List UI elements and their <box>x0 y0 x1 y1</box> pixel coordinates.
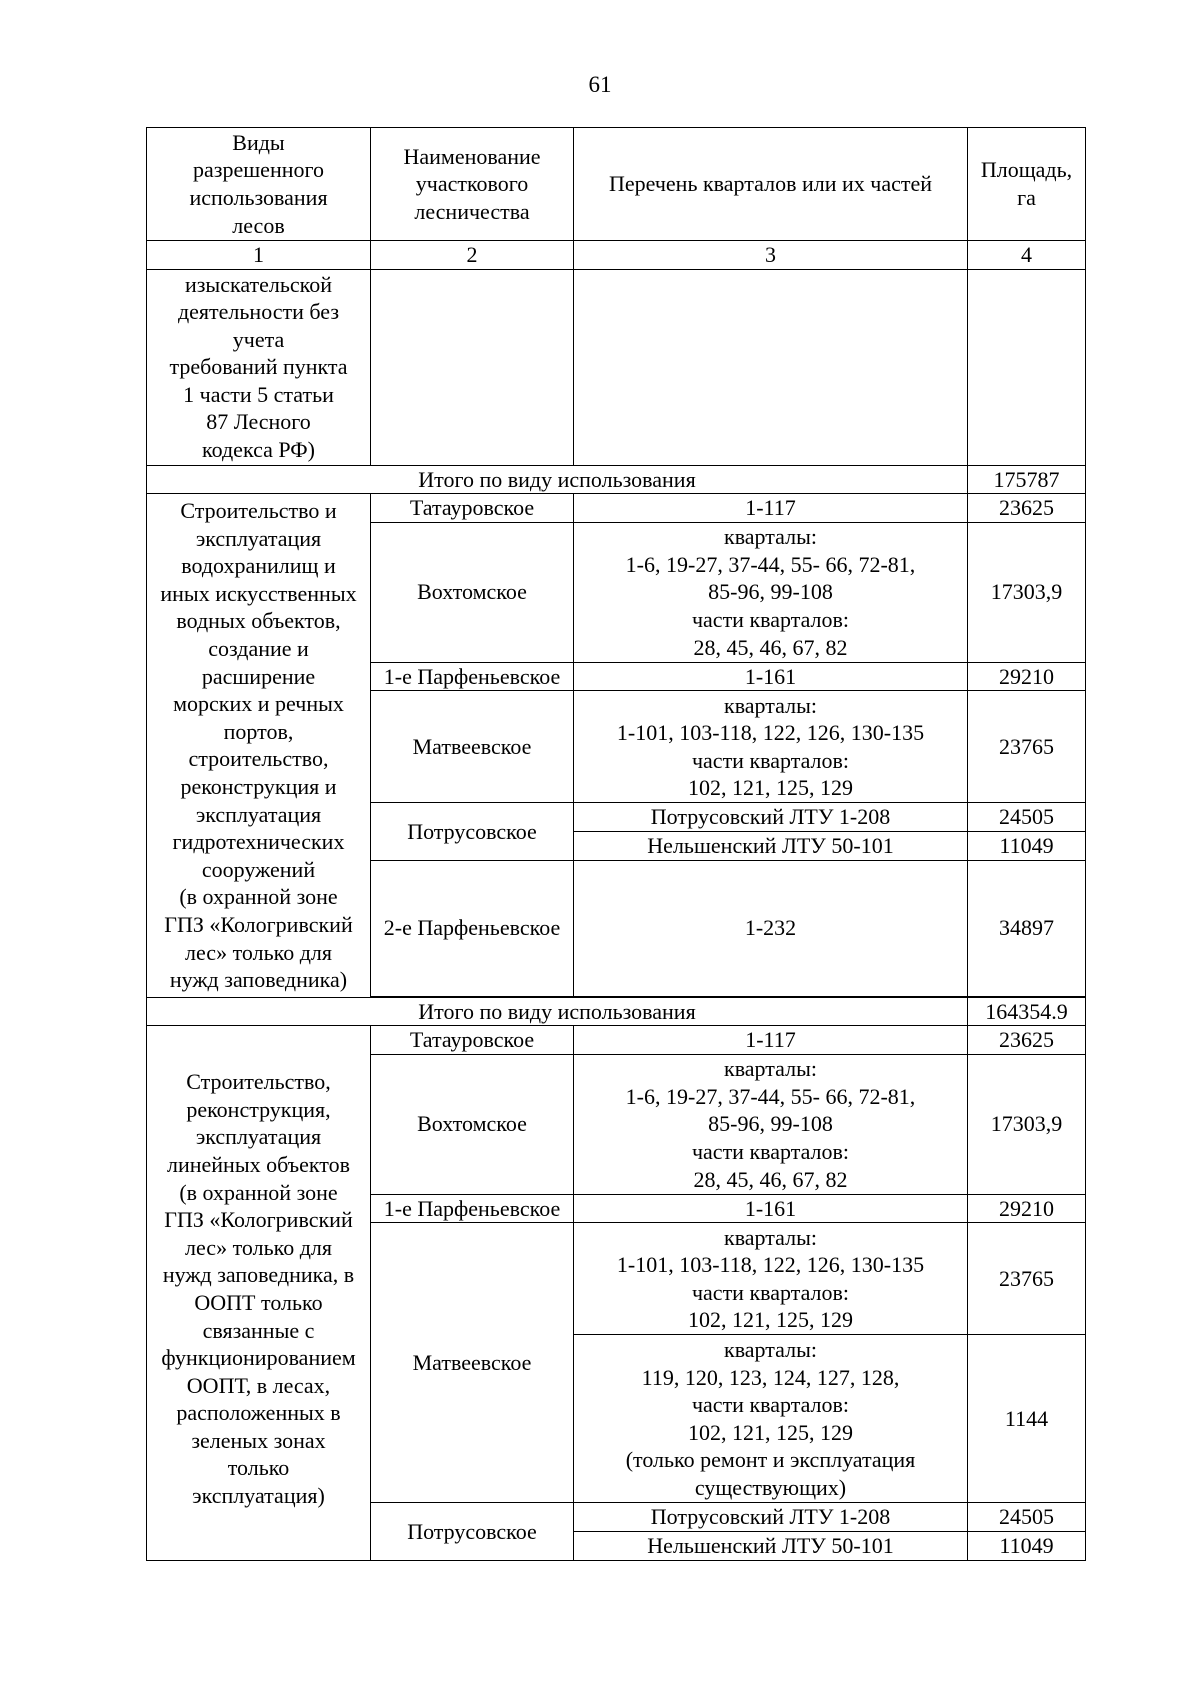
forest-use-table <box>146 127 1086 1561</box>
area-cell: 29210 <box>968 1194 1086 1223</box>
use-line: создание и <box>208 636 309 661</box>
area-cell: 11049 <box>968 831 1086 860</box>
area-cell: 34897 <box>968 860 1086 996</box>
spacer-cell <box>968 1560 1086 1561</box>
use-line: нужд заповедника, в <box>162 1262 355 1288</box>
area-cell: 23765 <box>968 691 1086 803</box>
area-cell: 1144 <box>968 1335 1086 1503</box>
forestry-cell: 2-е Парфеньевское <box>371 860 574 996</box>
quarters-cell: 1-161 <box>574 1194 968 1223</box>
use-line: эксплуатация <box>195 1124 322 1150</box>
spacer-cell <box>371 1560 574 1561</box>
use-line: водных объектов, <box>176 608 341 634</box>
header-row <box>147 128 1086 241</box>
use-line: нужд заповедника) <box>169 967 348 993</box>
use-line: водохранилищ и <box>181 553 336 579</box>
use-line: только <box>227 1455 290 1481</box>
total-row <box>147 465 1086 494</box>
column-numbering-row <box>147 241 1086 270</box>
use-line: иных искусственных <box>160 580 357 606</box>
use-line: реконструкция и <box>180 773 337 799</box>
use-line: ГПЗ «Кологривский <box>164 1207 353 1233</box>
total-row <box>147 997 1086 1026</box>
use-line: эксплуатация) <box>192 1483 325 1509</box>
forestry-cell: Вохтомское <box>371 522 574 662</box>
use-type-cell: изыскательской деятельности без учета требований пункта 1 части 5 статьи 87 Лесного кодекса РФ) <box>147 269 371 465</box>
quarters-cell: Потрусовский ЛТУ 1-208 <box>574 803 968 832</box>
column-number-2: 2 <box>371 241 574 270</box>
header-forestry-name: Наименование участкового лесничества <box>371 128 574 241</box>
total-value: 175787 <box>968 465 1086 494</box>
use-line: связанные с <box>202 1317 315 1343</box>
use-line: расположенных в <box>176 1400 341 1426</box>
area-cell: 29210 <box>968 662 1086 691</box>
quarters-cell: 1-117 <box>574 494 968 523</box>
forestry-cell: Матвеевское <box>371 1223 574 1503</box>
area-cell <box>968 269 1086 465</box>
use-line: расширение <box>201 663 316 689</box>
use-line: (в охранной зоне <box>179 884 338 910</box>
area-cell: 17303,9 <box>968 1054 1086 1194</box>
quarters-cell: 1-161 <box>574 662 968 691</box>
use-line: ООПТ, в лесах, <box>186 1372 331 1398</box>
quarters-cell <box>574 269 968 465</box>
forestry-cell <box>371 269 574 465</box>
total-label: Итого по виду использования <box>147 465 968 494</box>
area-cell: 24505 <box>968 1503 1086 1532</box>
forestry-cell: Потрусовское <box>371 1503 574 1560</box>
column-number-3: 3 <box>574 241 968 270</box>
table-row <box>147 269 1086 465</box>
area-cell: 17303,9 <box>968 522 1086 662</box>
column-number-1: 1 <box>147 241 371 270</box>
quarters-cell: Нельшенский ЛТУ 50-101 <box>574 831 968 860</box>
quarters-cell: кварталы: 1-101, 103-118, 122, 126, 130-135 части кварталов: 102, 121, 125, 129 <box>574 1223 968 1335</box>
forestry-cell: Татауровское <box>371 1026 574 1055</box>
total-label: Итого по виду использования <box>147 997 968 1026</box>
use-line: функционированием <box>161 1345 356 1371</box>
column-number-4: 4 <box>968 241 1086 270</box>
forestry-cell: 1-е Парфеньевское <box>371 1194 574 1223</box>
forestry-cell: 1-е Парфеньевское <box>371 662 574 691</box>
header-use-type: Виды разрешенного использования лесов <box>147 128 371 241</box>
area-cell: 23625 <box>968 1026 1086 1055</box>
quarters-cell: кварталы: 1-6, 19-27, 37-44, 55- 66, 72-81, 85-96, 99-108 части кварталов: 28, 45, 46, 67, 82 <box>574 1054 968 1194</box>
use-line: реконструкция, <box>186 1096 331 1122</box>
table-row <box>147 1026 1086 1055</box>
use-line: Строительство и <box>180 498 337 524</box>
table-row <box>147 494 1086 523</box>
use-line: ГПЗ «Кологривский <box>164 911 353 937</box>
use-line: эксплуатация <box>195 801 322 827</box>
area-cell: 11049 <box>968 1531 1086 1560</box>
use-line: лес» только для <box>185 1234 332 1260</box>
use-type-cell <box>147 1026 371 1561</box>
page-number: 61 <box>588 72 612 97</box>
use-line: (в охранной зоне <box>179 1179 338 1205</box>
forestry-cell: Потрусовское <box>371 803 574 860</box>
spacer-cell <box>574 1560 968 1561</box>
use-type-cell <box>147 494 371 997</box>
quarters-cell: 1-232 <box>574 860 968 996</box>
use-line: строительство, <box>188 746 329 772</box>
area-cell: 23625 <box>968 494 1086 523</box>
quarters-cell: 1-117 <box>574 1026 968 1055</box>
use-line: Строительство, <box>186 1069 331 1095</box>
header-quarters: Перечень кварталов или их частей <box>574 128 968 241</box>
area-cell: 24505 <box>968 803 1086 832</box>
use-line: портов, <box>223 718 294 744</box>
use-line: ООПТ только <box>194 1289 323 1315</box>
use-line: линейных объектов <box>166 1151 350 1177</box>
use-line: зеленых зонах <box>191 1427 326 1453</box>
quarters-cell: Нельшенский ЛТУ 50-101 <box>574 1531 968 1560</box>
use-line: эксплуатация <box>195 525 322 551</box>
area-cell: 23765 <box>968 1223 1086 1335</box>
use-line: лес» только для <box>185 939 332 965</box>
forestry-cell: Татауровское <box>371 494 574 523</box>
use-line: морских и речных <box>173 691 344 717</box>
quarters-cell: Потрусовский ЛТУ 1-208 <box>574 1503 968 1532</box>
quarters-cell: кварталы: 1-6, 19-27, 37-44, 55- 66, 72-81, 85-96, 99-108 части кварталов: 28, 45, 46, 67, 82 <box>574 522 968 662</box>
use-line: сооружений <box>201 856 316 882</box>
forestry-cell: Вохтомское <box>371 1054 574 1194</box>
quarters-cell: кварталы: 1-101, 103-118, 122, 126, 130-135 части кварталов: 102, 121, 125, 129 <box>574 691 968 803</box>
total-value: 164354.9 <box>968 997 1086 1026</box>
header-area: Площадь, га <box>968 128 1086 241</box>
forestry-cell: Матвеевское <box>371 691 574 803</box>
quarters-cell: кварталы: 119, 120, 123, 124, 127, 128, части кварталов: 102, 121, 125, 129 (только ремонт и эксплуатация существующих) <box>574 1335 968 1503</box>
use-line: гидротехнических <box>172 829 345 855</box>
